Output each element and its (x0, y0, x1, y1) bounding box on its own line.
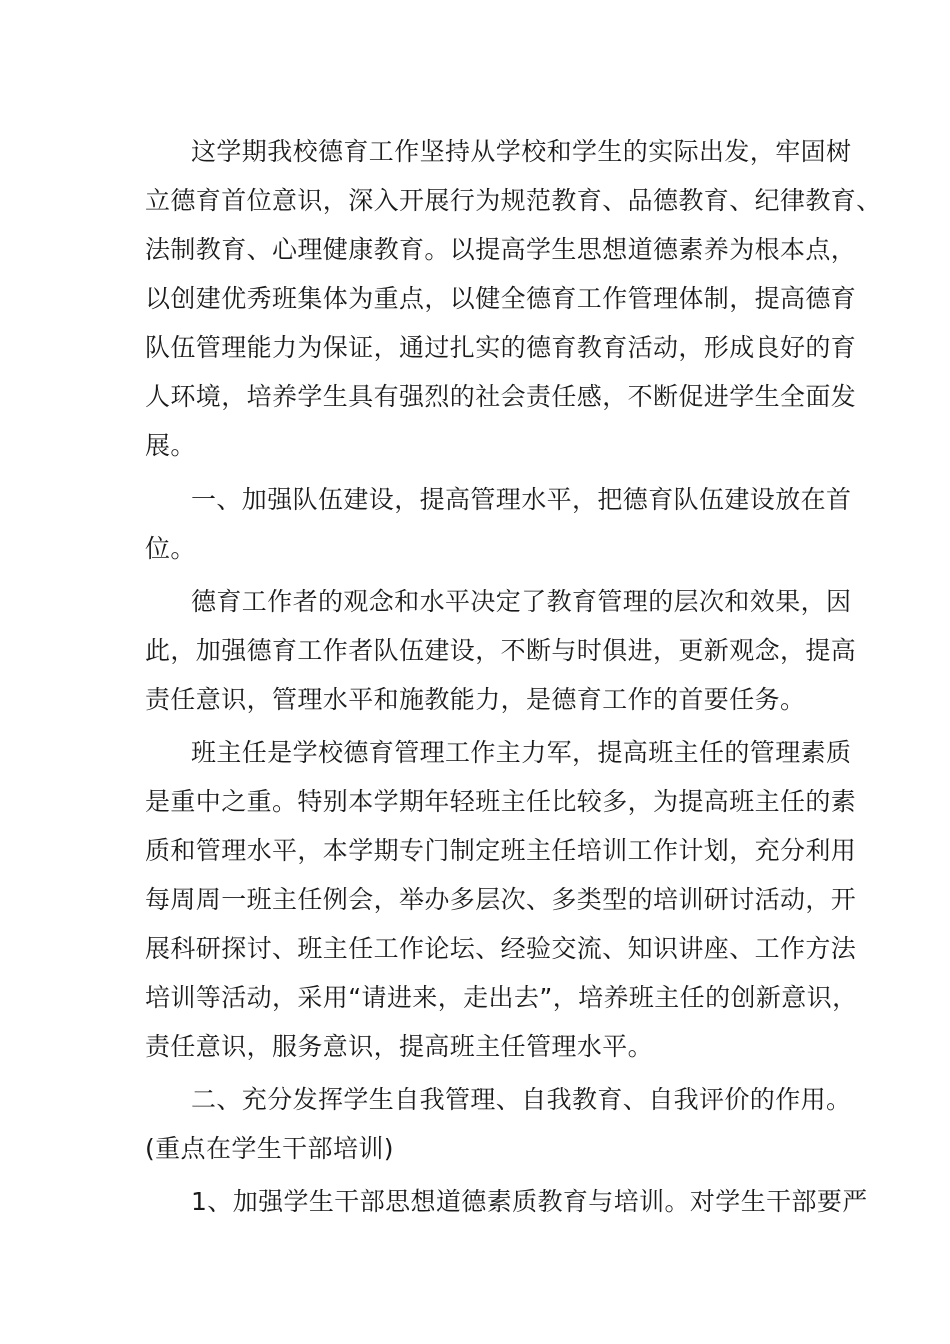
paragraph-1-line-3: 法制教育、心理健康教育。以提高学生思想道德素养为根本点， (145, 235, 857, 264)
paragraph-3-line-3: 质和管理水平，本学期专门制定班主任培训工作计划，充分利用 (145, 836, 857, 865)
paragraph-2-line-2: 此，加强德育工作者队伍建设，不断与时俱进，更新观念，提高 (145, 636, 857, 665)
section-1-heading-line-2: 位。 (145, 534, 196, 563)
paragraph-1-line-6: 人环境，培养学生具有强烈的社会责任感，不断促进学生全面发 (145, 382, 857, 411)
paragraph-2-line-3: 责任意识，管理水平和施教能力，是德育工作的首要任务。 (145, 685, 806, 714)
paragraph-1-line-4: 以创建优秀班集体为重点，以健全德育工作管理体制，提高德育 (145, 284, 857, 313)
paragraph-1-line-5: 队伍管理能力为保证，通过扎实的德育教育活动，形成良好的育 (145, 333, 857, 362)
paragraph-3-line-6: 培训等活动，采用“请进来，走出去”，培养班主任的创新意识， (145, 983, 858, 1012)
paragraph-3-line-2: 是重中之重。特别本学期年轻班主任比较多，为提高班主任的素 (145, 787, 857, 816)
paragraph-3-line-5: 展科研探讨、班主任工作论坛、经验交流、知识讲座、工作方法 (145, 934, 857, 963)
section-1-heading-line-1: 一、加强队伍建设，提高管理水平，把德育队伍建设放在首 (191, 485, 852, 514)
section-2-heading-line-1: 二、充分发挥学生自我管理、自我教育、自我评价的作用。 (191, 1085, 852, 1114)
paragraph-2-line-1: 德育工作者的观念和水平决定了教育管理的层次和效果，因 (191, 587, 852, 616)
item-1-line-1: 1、加强学生干部思想道德素质教育与培训。对学生干部要严 (191, 1187, 868, 1216)
paragraph-1-line-2: 立德育首位意识，深入开展行为规范教育、品德教育、纪律教育、 (145, 186, 882, 215)
paragraph-1-line-7: 展。 (145, 431, 196, 460)
section-2-heading-line-2: (重点在学生干部培训) (145, 1134, 394, 1163)
paragraph-3-line-7: 责任意识，服务意识，提高班主任管理水平。 (145, 1032, 654, 1061)
paragraph-1-line-1: 这学期我校德育工作坚持从学校和学生的实际出发，牢固树 (191, 137, 852, 166)
paragraph-3-line-1: 班主任是学校德育管理工作主力军，提高班主任的管理素质 (191, 738, 852, 767)
paragraph-3-line-4: 每周周一班主任例会，举办多层次、多类型的培训研讨活动，开 (145, 885, 857, 914)
